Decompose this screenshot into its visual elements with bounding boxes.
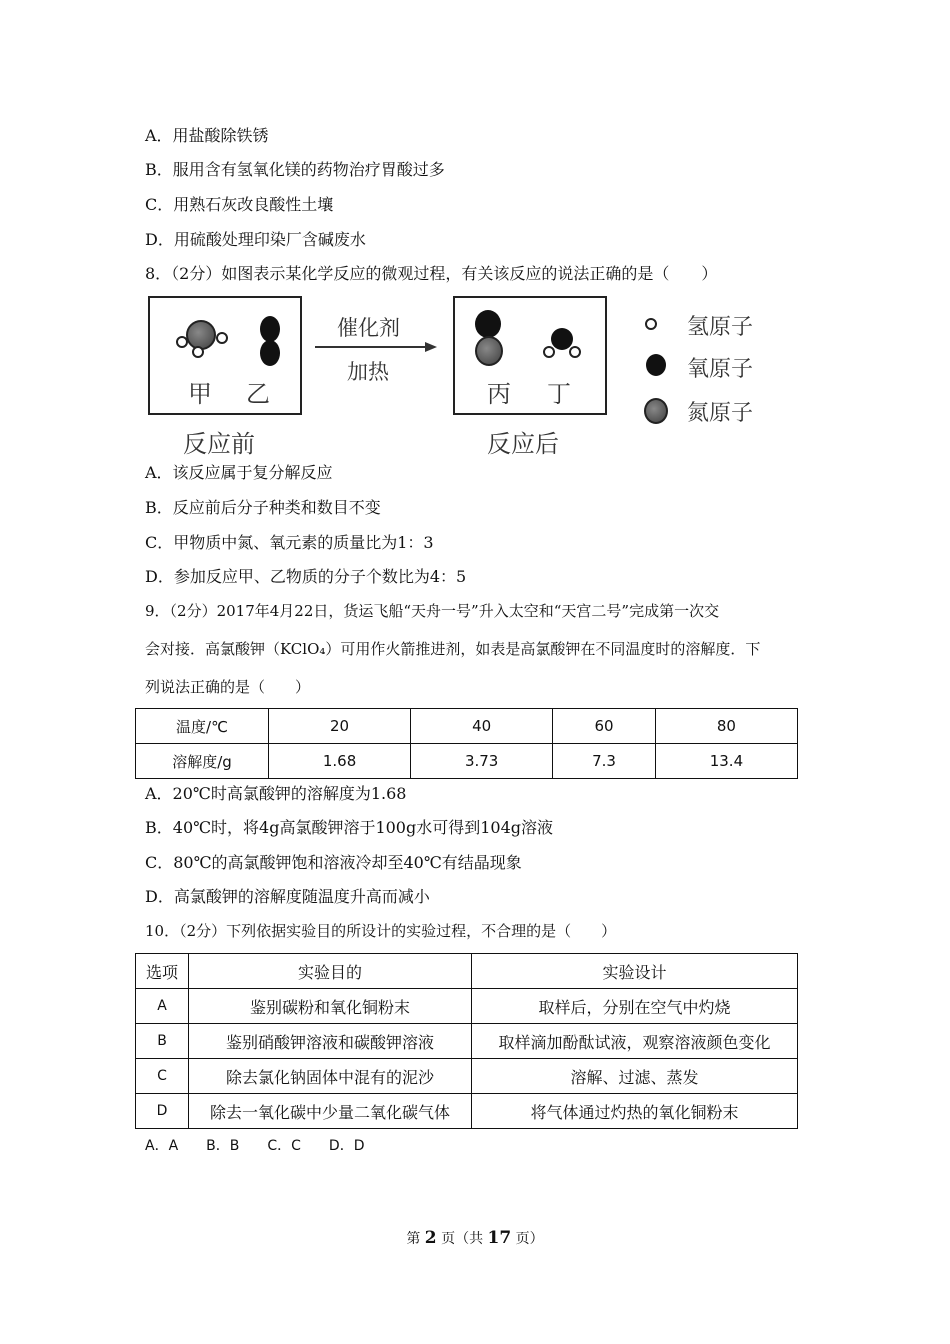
reaction-diagram <box>145 292 785 462</box>
experiment-table <box>135 953 798 1129</box>
table-header-row <box>136 954 798 989</box>
q8-stem: 8．（2分）如图表示某化学反应的微观过程，有关该反应的说法正确的是（ ） <box>145 264 718 283</box>
label-ding: 丁 <box>547 380 571 408</box>
hydrogen-atom-icon <box>543 346 555 358</box>
table-row <box>136 1094 798 1129</box>
nitrogen-atom-icon <box>475 336 503 366</box>
hydrogen-atom-icon <box>176 336 188 348</box>
q8-option-d: D．参加反应甲、乙物质的分子个数比为4：5 <box>145 567 467 586</box>
q9-stem-line3: 列说法正确的是（ ） <box>145 678 311 696</box>
arrow-condition-heat: 加热 <box>347 360 389 384</box>
q7-option-b: B．服用含有氢氧化镁的药物治疗胃酸过多 <box>145 160 445 179</box>
arrow-icon <box>313 340 438 354</box>
q9-option-a: A．20℃时高氯酸钾的溶解度为1.68 <box>145 784 407 803</box>
table-cell: D <box>136 1094 189 1129</box>
oxygen-legend-icon <box>646 354 666 376</box>
table-header-cell: 实验设计 <box>472 954 798 989</box>
table-cell: 取样后，分别在空气中灼烧 <box>472 989 798 1024</box>
q10-answer-options: A．A B．B C．C D．D <box>145 1138 365 1154</box>
q9-option-c: C．80℃的高氯酸钾饱和溶液冷却至40℃有结晶现象 <box>145 853 522 872</box>
table-cell: 溶解度/g <box>136 744 269 779</box>
footer-prefix: 第 <box>406 1231 421 1247</box>
table-cell: 取样滴加酚酞试液，观察溶液颜色变化 <box>472 1024 798 1059</box>
footer-total-pages: 17 <box>487 1228 512 1248</box>
table-row <box>136 1059 798 1094</box>
nitrogen-legend-icon <box>644 398 668 424</box>
table-cell: 鉴别硝酸钾溶液和碳酸钾溶液 <box>189 1024 472 1059</box>
after-caption: 反应后 <box>487 430 559 458</box>
table-row <box>136 709 798 744</box>
before-box <box>148 296 302 415</box>
table-cell: 1.68 <box>269 744 411 779</box>
q8-option-a: A．该反应属于复分解反应 <box>145 463 333 482</box>
label-yi: 乙 <box>246 380 270 408</box>
table-cell: A <box>136 989 189 1024</box>
hydrogen-atom-icon <box>216 332 228 344</box>
table-cell: 7.3 <box>553 744 656 779</box>
footer-page-number: 2 <box>424 1228 437 1248</box>
oxygen-atom-icon <box>475 310 501 338</box>
arrow-condition-catalyst: 催化剂 <box>337 316 400 340</box>
footer-middle: 页（共 <box>441 1231 484 1247</box>
table-cell: 除去氯化钠固体中混有的泥沙 <box>189 1059 472 1094</box>
legend-nitrogen: 氮原子 <box>687 401 754 426</box>
q7-option-a: A．用盐酸除铁锈 <box>145 126 269 145</box>
table-cell: 3.73 <box>411 744 553 779</box>
q7-option-d: D．用硫酸处理印染厂含碱废水 <box>145 230 366 249</box>
table-cell: 温度/℃ <box>136 709 269 744</box>
table-header-cell: 实验目的 <box>189 954 472 989</box>
table-cell: 13.4 <box>655 744 797 779</box>
table-cell: C <box>136 1059 189 1094</box>
hydrogen-atom-icon <box>569 346 581 358</box>
hydrogen-atom-icon <box>192 346 204 358</box>
table-cell: 鉴别碳粉和氧化铜粉末 <box>189 989 472 1024</box>
q8-option-b: B．反应前后分子种类和数目不变 <box>145 498 381 517</box>
table-cell: 20 <box>269 709 411 744</box>
label-jia: 甲 <box>188 380 212 408</box>
solubility-table <box>135 708 798 779</box>
after-box <box>453 296 607 415</box>
nitrogen-atom-icon <box>186 320 216 350</box>
oxygen-atom-icon <box>260 316 280 342</box>
q9-stem-line1: 9．（2分）2017年4月22日，货运飞船“天舟一号”升入太空和“天宫二号”完成第一次交 <box>145 602 720 620</box>
table-cell: B <box>136 1024 189 1059</box>
legend-hydrogen: 氢原子 <box>687 315 754 340</box>
page-footer <box>0 1228 950 1248</box>
table-cell: 80 <box>655 709 797 744</box>
legend-oxygen: 氧原子 <box>687 357 754 382</box>
table-cell: 将气体通过灼热的氧化铜粉末 <box>472 1094 798 1129</box>
before-caption: 反应前 <box>183 430 255 458</box>
q9-stem-line2: 会对接．高氯酸钾（KClO₄）可用作火箭推进剂，如表是高氯酸钾在不同温度时的溶解度．下 <box>145 640 761 658</box>
table-cell: 除去一氧化碳中少量二氧化碳气体 <box>189 1094 472 1129</box>
table-row <box>136 1024 798 1059</box>
table-header-cell: 选项 <box>136 954 189 989</box>
q8-option-c: C．甲物质中氮、氧元素的质量比为1：3 <box>145 533 434 552</box>
table-cell: 60 <box>553 709 656 744</box>
label-bing: 丙 <box>487 380 511 408</box>
hydrogen-legend-icon <box>645 318 657 330</box>
table-cell: 溶解、过滤、蒸发 <box>472 1059 798 1094</box>
table-row <box>136 989 798 1024</box>
q10-stem: 10．（2分）下列依据实验目的所设计的实验过程，不合理的是（ ） <box>145 922 617 940</box>
table-cell: 40 <box>411 709 553 744</box>
table-row <box>136 744 798 779</box>
q9-option-b: B．40℃时，将4g高氯酸钾溶于100g水可得到104g溶液 <box>145 818 554 837</box>
q9-option-d: D．高氯酸钾的溶解度随温度升高而减小 <box>145 887 430 906</box>
footer-suffix: 页） <box>515 1231 544 1247</box>
q7-option-c: C．用熟石灰改良酸性土壤 <box>145 195 334 214</box>
oxygen-atom-icon <box>260 340 280 366</box>
oxygen-atom-icon <box>551 328 573 350</box>
